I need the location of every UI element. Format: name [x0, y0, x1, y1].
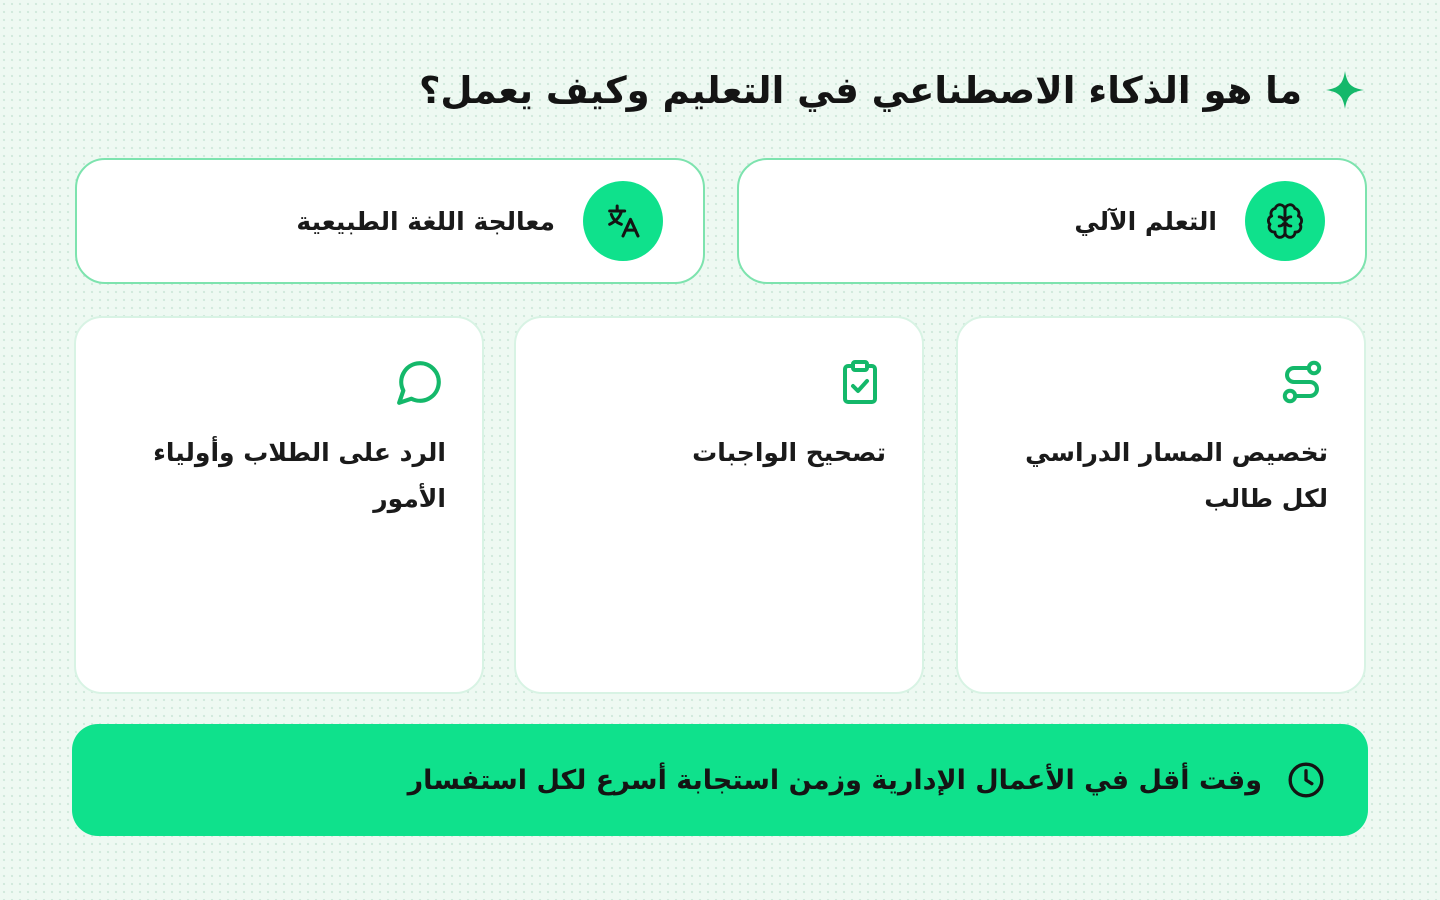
route-icon	[1276, 356, 1328, 408]
benefit-banner	[72, 724, 1368, 836]
page-heading	[419, 60, 1368, 120]
use-case-card-replies	[74, 316, 484, 694]
technology-label: معالجة اللغة الطبيعية	[296, 206, 555, 236]
benefit-text: وقت أقل في الأعمال الإدارية وزمن استجابة أسرع لكل استفسار	[407, 764, 1262, 796]
technology-card-nlp	[75, 158, 705, 284]
translate-icon	[583, 181, 663, 261]
technology-label: التعلم الآلي	[1074, 206, 1217, 236]
chat-bubble-icon	[394, 356, 446, 408]
use-case-card-grading	[514, 316, 924, 694]
use-case-text: تخصيص المسار الدراسي لكل طالب	[1025, 438, 1328, 513]
use-case-text: الرد على الطلاب وأولياء الأمور	[153, 438, 446, 513]
clipboard-check-icon	[834, 356, 886, 408]
sparkle-icon	[1322, 67, 1368, 113]
page-title: ما هو الذكاء الاصطناعي في التعليم وكيف يعمل؟	[418, 68, 1302, 112]
technology-card-machine-learning	[737, 158, 1367, 284]
use-case-card-personalized-path	[956, 316, 1366, 694]
brain-icon	[1245, 181, 1325, 261]
clock-icon	[1284, 758, 1328, 802]
use-case-text: تصحيح الواجبات	[692, 438, 886, 467]
